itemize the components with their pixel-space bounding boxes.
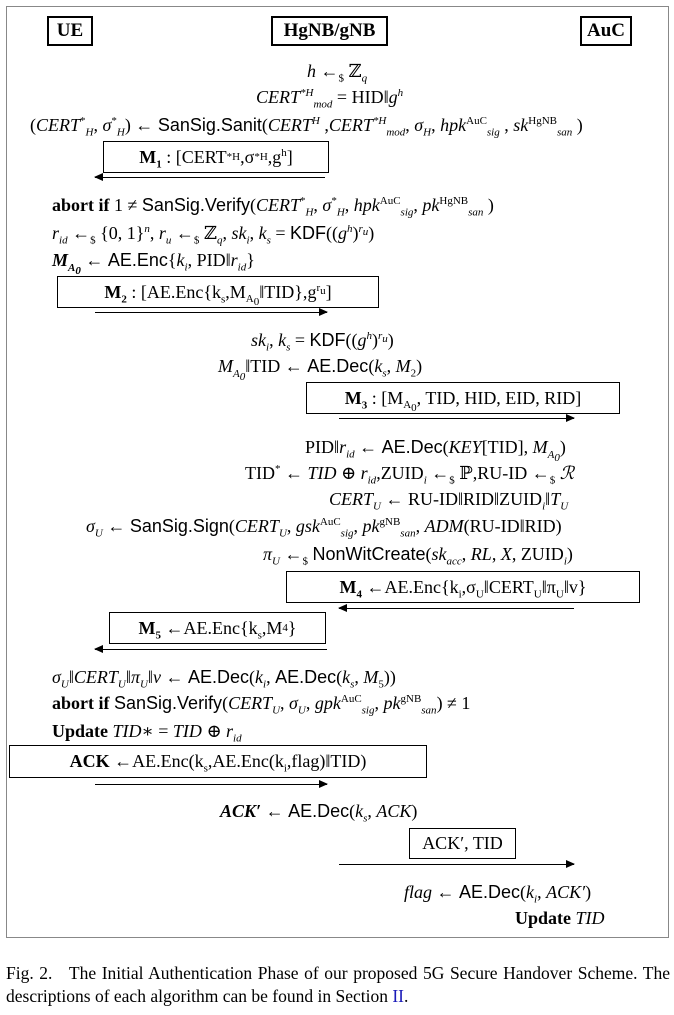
step-auc-cert: $CERT_U$ ← $RU-ID‖RID‖ZUID_i‖T_U$ [329, 489, 569, 513]
caption-text: The Initial Authentication Phase of our proposed 5G Secure Handover Scheme. The descriptions of each algorithm can be found in Section [6, 963, 670, 1006]
figure-caption [6, 962, 670, 1008]
message-ack: ACK ← AE.Enc ( $k_s$ , AE.Enc ( $k_i$ , flag )‖TID) [9, 745, 427, 778]
message-m4: M $_4$ ← AE.Enc { $k_i$ , $\sigma_U$ ‖ $CERT_U$ ‖ $\pi_U$ ‖ v } [286, 571, 640, 603]
step-sanitize: ($CERT^*_H$, $\sigma^*_H$) ← $SanSig.Sanit(CERT^H$ $,CERT^{*H}_{mod}$, $\sigma_H$, hpk$^{AuC}_{sig}$ , $sk^{HgNB}_{san}$ ) [30, 115, 583, 139]
message-m5: M $_5$ ← AE.Enc { $k_s$ , M 4 } [109, 612, 326, 644]
party-ue [47, 16, 93, 46]
arrow-m1 [95, 177, 325, 178]
step-ue-update: Update TID∗ = TID ⊕ $r_{id}$ [52, 721, 242, 745]
step-auc-flag: flag ← $AE.Dec(k_i$, ACK′) [404, 882, 592, 906]
step-gnb-ack: ACK′ ← $AE.Dec(k_s$, ACK) [220, 801, 418, 825]
step-ue-abort: abort if $SanSig.Verify(CERT_U$, $\sigma_U$, gpk$^{AuC}_{sig}$, $pk^{gNB}_{san}) \ne 1$ [52, 693, 471, 717]
party-auc [580, 16, 632, 46]
party-ue-label: UE [56, 20, 84, 41]
party-gnb [271, 16, 388, 46]
step-auc-update: Update TID [515, 908, 605, 928]
step-gnb-dec: $M_{A_0}‖TID$ ← $AE.Dec(k_s$, $M_2$) [218, 356, 423, 383]
caption-end: . [404, 986, 409, 1006]
step-gnb-kdf: $sk_i$, $k_s = KDF((g^h)^{r_u})$ [251, 330, 394, 354]
step-abort-verify: abort if $1 \ne SanSig.Verify(CERT^*_H$, $\sigma^*_H$, hpk$^{AuC}_{sig}$, $pk^{HgNB}_{san}$ ) [52, 195, 494, 219]
message-m1: M $_1$ : [ CERT * H , σ * H , $g^h$ ] [103, 141, 329, 173]
step-auc-sign: $\sigma_U$ ← $SanSig.Sign(CERT_U$, gsk$^{AuC}_{sig}$, $pk^{gNB}_{san}$, ADM(RU-ID‖RID) [86, 516, 562, 540]
section-link[interactable]: II [392, 986, 405, 1006]
arrow-ack-prime [339, 864, 574, 865]
arrow-m3 [339, 418, 574, 419]
step-rid-sample: $r_{id}$ $\leftarrow_{\$}$ {0, 1}$^n$, $r_u$ $\leftarrow_{\$}$ ℤ$_q$, $sk_i$, $k_s = KDF((g^h)^{r_u})$ [52, 223, 375, 247]
message-m3: M $_3$ : [ $M_{A_0}$ , TID, HID, EID, RID] [306, 382, 620, 414]
party-auc-label: AuC [586, 20, 625, 41]
arrow-m4 [339, 608, 574, 609]
step-auc-dec: $PID‖r_{id}$ ← AE.Dec(KEY[TID], $M_{A_0}$) [305, 437, 566, 464]
step-ue-dec: $\sigma_U‖CERT_U‖\pi_U‖v$ ← $AE.Dec(k_i$, $AE.Dec(k_s$, $M_5$)) [52, 667, 396, 691]
message-ack-prime: ACK′ , TID [409, 828, 516, 859]
message-m2: M $_2$ : [ AE.Enc { $k_s$ , $M_{A_0}$ ‖TID}, $g^{r_u}$ ] [57, 276, 379, 308]
step-ma0: $M_{A_0}$ ← $AE.Enc\{k_i$, $PID‖r_{id}$} [52, 250, 255, 277]
party-gnb-label: HgNB/gNB [283, 20, 376, 41]
caption-label: Fig. 2. [6, 963, 53, 983]
step-cert-mod: $CERT^{*H}_{mod}$ = $HID‖g^h$ [256, 87, 404, 111]
arrow-m2 [95, 312, 327, 313]
arrow-ack [95, 784, 327, 785]
step-auc-tid: TID* ← TID ⊕ $r_{id},ZUID_i$ $\leftarrow_{\$}$ ℙ,RU-ID $\leftarrow_{\$}$ ℛ [245, 463, 575, 487]
step-auc-witness: $\pi_U$ $\leftarrow_{\$}$ $NonWitCreate(sk_{acc}$, RL, X, $ZUID_i$) [263, 544, 573, 568]
step-h-sample: h $\leftarrow_{\$}$ ℤ$_q$ [307, 61, 368, 85]
arrow-m5 [95, 649, 327, 650]
